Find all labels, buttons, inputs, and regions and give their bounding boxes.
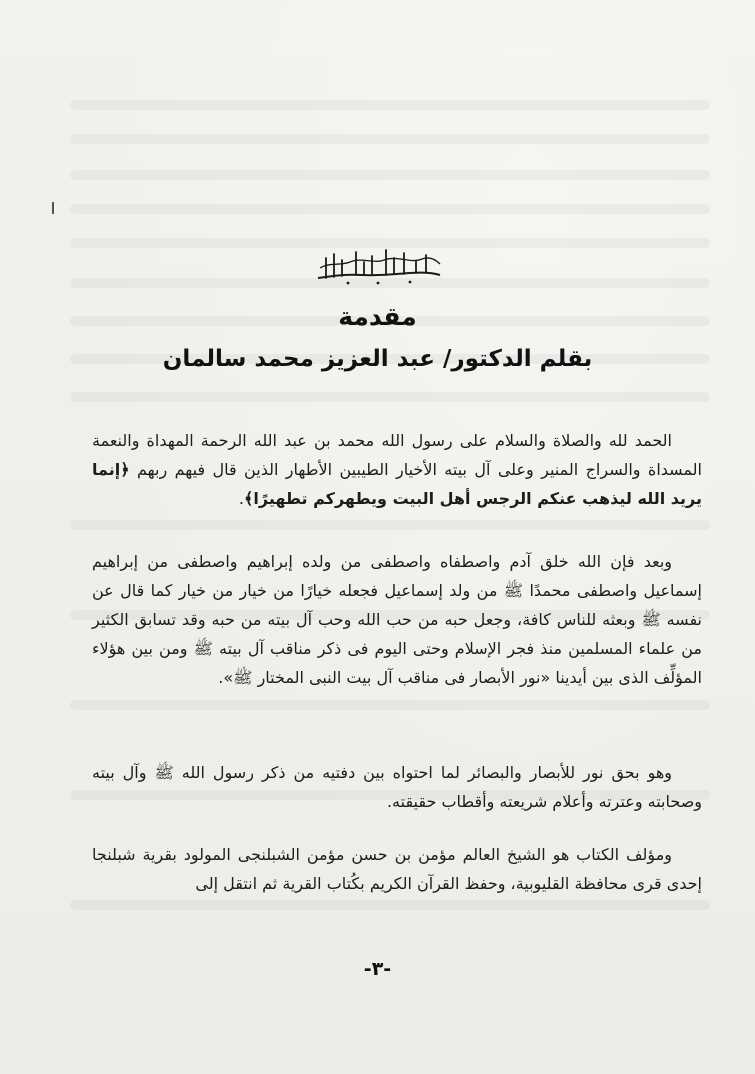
paragraph-4: ومؤلف الكتاب هو الشيخ العالم مؤمن بن حسن مؤمن الشبلنجى المولود بقرية شبلنجا إحدى قرى محافظة القليوبية، وحفظ القرآن الكريم بكُتاب القرية ثم انتقل إلى bbox=[92, 845, 702, 893]
bleed-through-line bbox=[70, 100, 710, 110]
bleed-through-line bbox=[70, 700, 710, 710]
page-number: -٣- bbox=[363, 958, 392, 980]
bleed-through-line bbox=[70, 392, 710, 402]
quran-quote: ﴿إنما يريد الله ليذهب عنكم الرجس أهل البيت ويطهركم تطهيرًا﴾ bbox=[92, 460, 702, 508]
paragraph-3: وهو بحق نور للأبصار والبصائر لما احتواه بين دفتيه من ذكر رسول الله ﷺ وآل بيته وصحابته وعترته وأعلام شريعته وأقطاب حقيقته. bbox=[92, 763, 702, 811]
bleed-through-line bbox=[70, 134, 710, 144]
bleed-through-line bbox=[70, 520, 710, 530]
paragraph-1 bbox=[92, 426, 702, 513]
section-title: مقدمة bbox=[338, 302, 417, 331]
bleed-through-line bbox=[70, 204, 710, 214]
paragraph-1-end: . bbox=[238, 489, 245, 508]
bleed-through-line bbox=[70, 900, 710, 910]
basmala-calligraphy bbox=[312, 244, 446, 288]
scan-mark bbox=[52, 202, 54, 214]
paragraph-2: وبعد فإن الله خلق آدم واصطفاه واصطفى من ولده إبراهيم واصطفى من إبراهيم إسماعيل واصطفى محمدًا ﷺ من ولد إسماعيل فجعله خيارًا من خيار من خيار كما قال عن نفسه ﷺ وبعثه للناس كافة، وجعل حبه من حب الله وحب آل بيته من حبه وقد تسابق الكثير من علماء المسلمين منذ فجر الإسلام وحتى اليوم فى ذكر مناقب آل بيته ﷺ ومن بين هؤلاء المؤلِّف الذى بين أيدينا «نور الأبصار فى مناقب آل بيت النبى المختار ﷺ». bbox=[92, 552, 702, 687]
author-line: بقلم الدكتور/ عبد العزيز محمد سالمان bbox=[162, 346, 593, 372]
bleed-through-line bbox=[70, 170, 710, 180]
paragraph-1-text: الحمد لله والصلاة والسلام على رسول الله محمد بن عبد الله الرحمة المهداة والنعمة المسداة والسراج المنير وعلى آل بيته الأخيار الطيبين الأطهار الذين قال فيهم ربهم bbox=[92, 431, 702, 479]
